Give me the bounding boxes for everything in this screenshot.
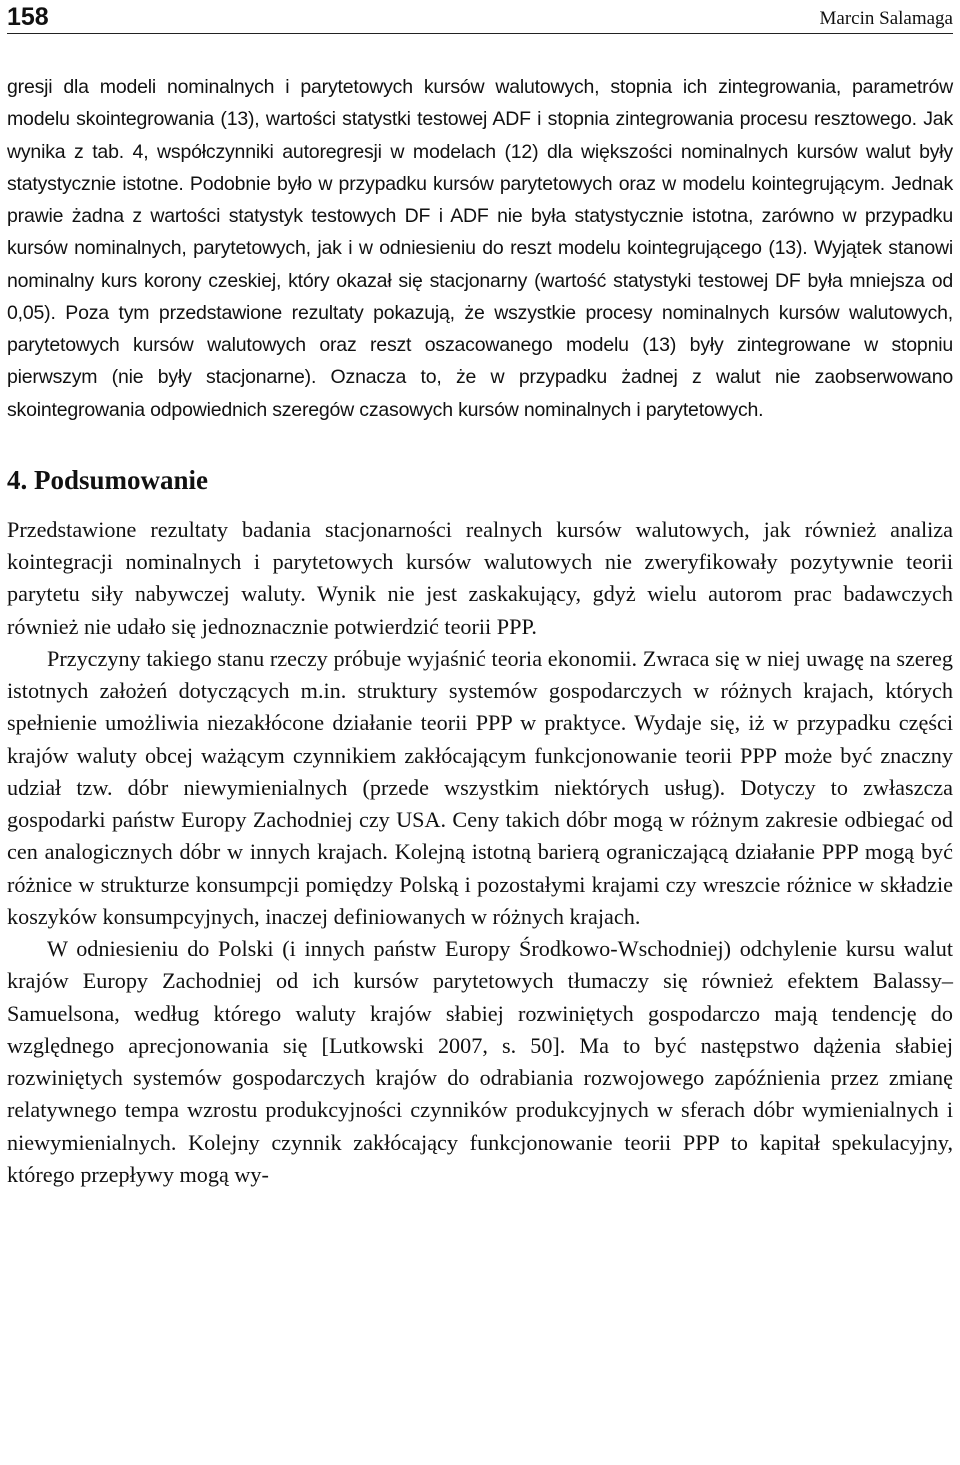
section-paragraph-2: Przyczyny takiego stanu rzeczy próbuje wyjaśnić teoria ekonomii. Zwraca się w niej uwagę na szereg istotnych założeń dotyczących m.in. struktury systemów gospodarczych w różnych krajach, których spełnienie umożliwia niezakłócone działanie teorii PPP w praktyce. Wydaje się, iż w przypadku części krajów waluty obcej ważącym czynnikiem zakłócającym funkcjonowanie teorii PPP może być znaczny udział tzw. dóbr niewymienialnych (przede wszystkim niektórych usług). Dotyczy to zwłaszcza gospodarki państw Europy Zachodniej czy USA. Ceny takich dóbr mogą w różnym zakresie odbiegać od cen analogicznych dóbr w innych krajach. Kolejną istotną barierą ograniczającą działanie PPP mogą być różnice w strukturze konsumpcji pomiędzy Polską i pozostałymi krajami czy wreszcie różnice w składzie koszyków konsumpcyjnych, inaczej definiowanych w różnych krajach. [7, 645, 953, 929]
article-body [7, 71, 953, 1191]
running-header [7, 1, 953, 34]
intro-paragraph: gresji dla modeli nominalnych i parytetowych kursów walutowych, stopnia ich zintegrowania, parametrów modelu skointegrowania (13), wartości statystki testowej ADF i stopnia zintegrowania procesu resztowego. Jak wynika z tab. 4, współczynniki autoregresji w modelach (12) dla większości nominalnych kursów walut były statystycznie istotne. Podobnie było w przypadku kursów parytetowych oraz w modelu kointegrującym. Jednak prawie żadna z wartości statystyk testowych DF i ADF nie była statystycznie istotna, zarówno w przypadku kursów nominalnych, parytetowych, jak i w odniesieniu do reszt modelu kointegrującego (13). Wyjątek stanowi nominalny kurs korony czeskiej, który okazał się stacjonarny (wartość statystyki testowej DF była mniejsza od 0,05). Poza tym przedstawione rezultaty pokazują, że wszystkie procesy nominalnych kursów walutowych, parytetowych kursów walutowych oraz reszt oszacowanego modelu (13) były zintegrowane w stopniu pierwszym (nie były stacjonarne). Oznacza to, że w przypadku żadnej z walut nie zaobserwowano skointegrowania odpowiednich szeregów czasowych kursów nominalnych i parytetowych. [7, 76, 953, 421]
running-header-author: Marcin Salamaga [819, 8, 953, 29]
page [7, 0, 953, 1191]
page-number: 158 [7, 3, 49, 31]
section-paragraph-1: Przedstawione rezultaty badania stacjonarności realnych kursów walutowych, jak również analiza kointegracji nominalnych i parytetowych kursów walutowych nie zweryfikowały pozytywnie teorii parytetu siły nabywczej waluty. Wynik nie jest zaskakujący, gdyż wielu autorom prac badawczych również nie udało się jednoznacznie potwierdzić teorii PPP. [7, 516, 953, 639]
section-paragraph-3: W odniesieniu do Polski (i innych państw Europy Środkowo-Wschodniej) odchylenie kursu walut krajów Europy Zachodniej od ich kursów parytetowych tłumaczy się również efektem Balassy–Samuelsona, według którego waluty krajów słabiej rozwiniętych gospodarczo mają tendencję do względnego aprecjonowania się [Lutkowski 2007, s. 50]. Ma to być następstwo dążenia słabiej rozwiniętych systemów gospodarczych krajów do odrabiania rozwojowego zapóźnienia przez zmianę relatywnego tempa wzrostu produkcyjności czynników produkcyjnych w sferach dóbr wymienialnych i niewymienialnych. Kolejny czynnik zakłócający funkcjonowanie teorii PPP to kapitał spekulacyjny, którego przepływy mogą wy- [7, 936, 953, 1187]
section-heading: 4. Podsumowanie [7, 464, 209, 495]
